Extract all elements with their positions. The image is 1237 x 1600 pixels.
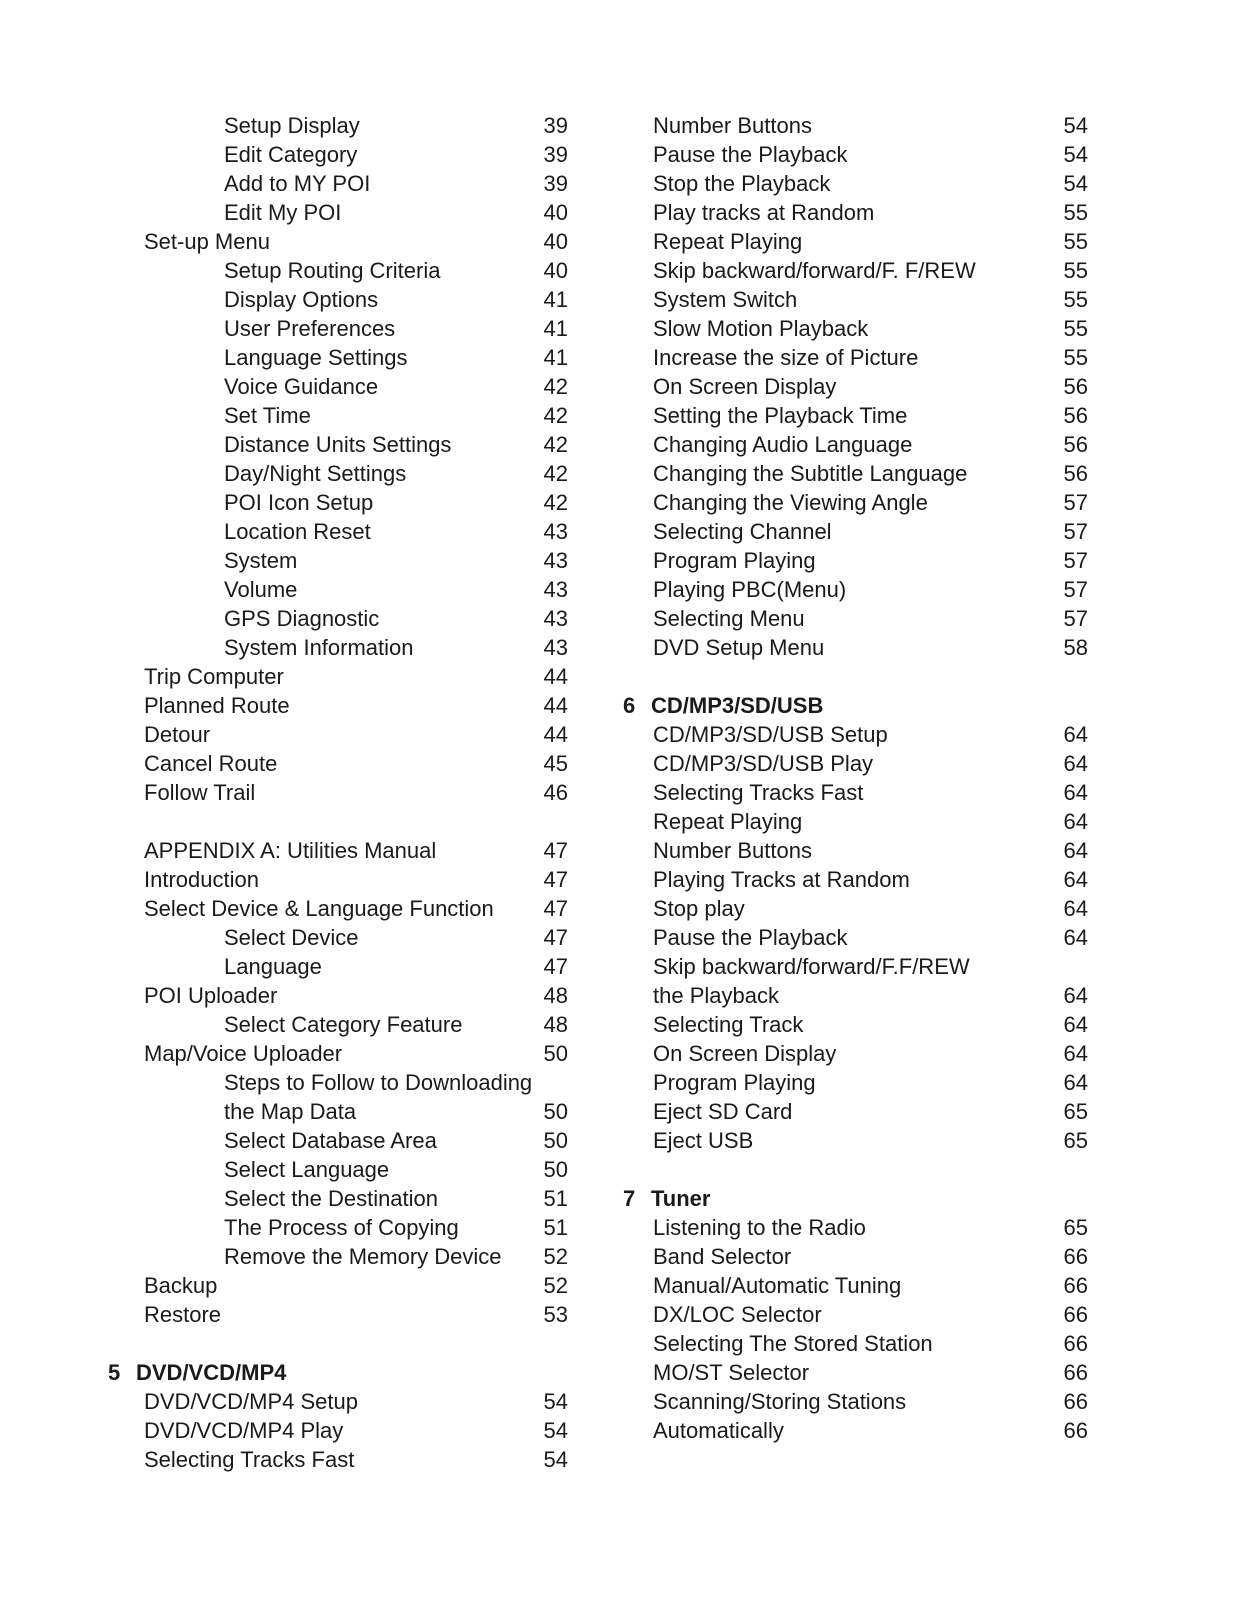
toc-page-number: 65 (1063, 1215, 1088, 1240)
toc-entry[interactable] (623, 1300, 1098, 1329)
toc-entry[interactable] (108, 1387, 578, 1416)
toc-page-number: 39 (543, 142, 568, 167)
toc-entry[interactable] (108, 749, 578, 778)
toc-entry[interactable] (623, 1039, 1098, 1068)
toc-entry-title: Program Playing (653, 548, 816, 573)
toc-entry-title: Changing Audio Language (653, 432, 913, 457)
toc-entry-title: Skip backward/forward/F.F/REW (653, 954, 970, 979)
toc-page-number: 40 (543, 229, 568, 254)
toc-page-number: 47 (543, 954, 568, 979)
toc-page-number: 54 (543, 1389, 568, 1414)
toc-page-number: 42 (543, 490, 568, 515)
toc-page-number: 57 (1063, 606, 1088, 631)
toc-entry[interactable] (108, 865, 578, 894)
toc-entry[interactable] (623, 720, 1098, 749)
toc-entry-title: Selecting Menu (653, 606, 805, 631)
toc-entry-title: Day/Night Settings (224, 461, 407, 486)
toc-entry[interactable] (108, 952, 578, 981)
toc-entry[interactable] (108, 459, 578, 488)
toc-entry-title: Follow Trail (144, 780, 256, 805)
toc-page-number: 52 (543, 1273, 568, 1298)
toc-entry-title: Language (224, 954, 322, 979)
toc-entry-title: Set Time (224, 403, 311, 428)
toc-entry-title: POI Uploader (144, 983, 278, 1008)
section-spacer (623, 1155, 1098, 1184)
toc-entry[interactable] (108, 285, 578, 314)
toc-section-heading (108, 1358, 578, 1387)
toc-entry[interactable] (623, 952, 1098, 981)
toc-entry[interactable] (623, 314, 1098, 343)
toc-entry-title: Scanning/Storing Stations (653, 1389, 907, 1414)
toc-page-number: 54 (1063, 171, 1088, 196)
toc-entry[interactable] (108, 1010, 578, 1039)
toc-page-number: 54 (543, 1447, 568, 1472)
toc-page-number: 48 (543, 1012, 568, 1037)
toc-entry-title: Setup Display (224, 113, 360, 138)
toc-page-number: 41 (543, 287, 568, 312)
toc-entry[interactable] (623, 778, 1098, 807)
toc-entry-title: Repeat Playing (653, 809, 803, 834)
toc-page-number: 56 (1063, 461, 1088, 486)
toc-entry-title: Selecting Tracks Fast (653, 780, 864, 805)
toc-page-number: 66 (1063, 1418, 1088, 1443)
toc-entry-title: Distance Units Settings (224, 432, 452, 457)
section-spacer (623, 662, 1098, 691)
toc-entry[interactable] (623, 517, 1098, 546)
toc-entry-title: the Map Data (224, 1099, 357, 1124)
toc-entry[interactable] (623, 1010, 1098, 1039)
toc-page-number: 39 (543, 113, 568, 138)
toc-entry-title: Number Buttons (653, 113, 812, 138)
toc-page-number: 56 (1063, 403, 1088, 428)
toc-entry[interactable] (623, 807, 1098, 836)
section-title: Tuner (651, 1186, 711, 1211)
toc-page-number: 50 (543, 1157, 568, 1182)
toc-entry[interactable] (108, 314, 578, 343)
toc-entry[interactable] (108, 430, 578, 459)
toc-entry-title: Setup Routing Criteria (224, 258, 441, 283)
toc-entry-title: Restore (144, 1302, 222, 1327)
toc-entry[interactable] (108, 343, 578, 372)
toc-entry[interactable] (623, 1213, 1098, 1242)
toc-entry-title: Play tracks at Random (653, 200, 875, 225)
toc-entry-title: Selecting Channel (653, 519, 832, 544)
toc-entry[interactable] (623, 401, 1098, 430)
toc-entry-title: Map/Voice Uploader (144, 1041, 343, 1066)
toc-page-number: 64 (1063, 838, 1088, 863)
toc-entry-title: Select Device & Language Function (144, 896, 494, 921)
section-number: 7 (623, 1186, 636, 1211)
toc-page-number: 54 (1063, 142, 1088, 167)
toc-page-number: 42 (543, 461, 568, 486)
toc-entry-title: Remove the Memory Device (224, 1244, 502, 1269)
toc-page-number: 55 (1063, 258, 1088, 283)
toc-page-number: 43 (543, 635, 568, 660)
toc-entry-title: Select Category Feature (224, 1012, 463, 1037)
toc-entry-title: Trip Computer (144, 664, 284, 689)
toc-entry[interactable] (623, 372, 1098, 401)
toc-page-number: 47 (543, 838, 568, 863)
toc-entry[interactable] (623, 981, 1098, 1010)
toc-page-number: 66 (1063, 1273, 1088, 1298)
toc-page-number: 64 (1063, 925, 1088, 950)
toc-section-heading (623, 691, 1098, 720)
toc-page-number: 48 (543, 983, 568, 1008)
toc-entry-title: Slow Motion Playback (653, 316, 869, 341)
toc-entry-title: Automatically (653, 1418, 784, 1443)
toc-page-number: 56 (1063, 432, 1088, 457)
toc-entry[interactable] (623, 198, 1098, 227)
toc-entry-title: Display Options (224, 287, 379, 312)
toc-entry-title: Select Language (224, 1157, 390, 1182)
toc-entry[interactable] (623, 836, 1098, 865)
toc-entry[interactable] (623, 894, 1098, 923)
toc-entry[interactable] (108, 401, 578, 430)
toc-page-number: 64 (1063, 1041, 1088, 1066)
toc-entry[interactable] (108, 140, 578, 169)
toc-entry[interactable] (623, 343, 1098, 372)
toc-entry[interactable] (623, 111, 1098, 140)
toc-entry[interactable] (623, 430, 1098, 459)
section-title: DVD/VCD/MP4 (136, 1360, 287, 1385)
toc-page-number: 50 (543, 1041, 568, 1066)
toc-entry-title: MO/ST Selector (653, 1360, 810, 1385)
toc-entry[interactable] (108, 604, 578, 633)
toc-page-number: 39 (543, 171, 568, 196)
toc-page-number: 58 (1063, 635, 1088, 660)
toc-entry[interactable] (623, 1068, 1098, 1097)
toc-page-number: 57 (1063, 548, 1088, 573)
toc-page-number: 64 (1063, 751, 1088, 776)
toc-entry[interactable] (623, 923, 1098, 952)
toc-entry-title: On Screen Display (653, 374, 837, 399)
toc-page-number: 40 (543, 200, 568, 225)
toc-entry[interactable] (623, 1126, 1098, 1155)
toc-page-number: 44 (543, 693, 568, 718)
toc-page-number: 54 (1063, 113, 1088, 138)
toc-page-number: 43 (543, 548, 568, 573)
toc-entry[interactable] (108, 1300, 578, 1329)
toc-page-number: 42 (543, 432, 568, 457)
toc-entry-title: CD/MP3/SD/USB Play (653, 751, 874, 776)
toc-entry-title: Eject USB (653, 1128, 754, 1153)
toc-page-number: 41 (543, 316, 568, 341)
toc-page-number: 52 (543, 1244, 568, 1269)
toc-page-number: 56 (1063, 374, 1088, 399)
toc-entry[interactable] (623, 285, 1098, 314)
toc-entry-title: Add to MY POI (224, 171, 371, 196)
toc-page-number: 43 (543, 606, 568, 631)
toc-entry[interactable] (108, 1068, 578, 1097)
toc-entry[interactable] (108, 981, 578, 1010)
toc-entry-title: Pause the Playback (653, 142, 848, 167)
toc-page-number: 51 (543, 1186, 568, 1211)
section-spacer (108, 807, 578, 836)
toc-page-number: 64 (1063, 896, 1088, 921)
toc-entry[interactable] (623, 1387, 1098, 1416)
toc-entry[interactable] (623, 749, 1098, 778)
toc-entry-title: Setting the Playback Time (653, 403, 908, 428)
toc-entry[interactable] (108, 633, 578, 662)
toc-page-number: 47 (543, 925, 568, 950)
toc-entry[interactable] (108, 923, 578, 952)
toc-entry-title: the Playback (653, 983, 779, 1008)
toc-entry[interactable] (108, 1184, 578, 1213)
toc-entry-title: Select the Destination (224, 1186, 439, 1211)
toc-page-number: 64 (1063, 722, 1088, 747)
toc-entry[interactable] (623, 1242, 1098, 1271)
toc-entry-title: Playing PBC(Menu) (653, 577, 847, 602)
toc-page-number: 66 (1063, 1389, 1088, 1414)
section-spacer (108, 1329, 578, 1358)
toc-entry-title: Selecting The Stored Station (653, 1331, 933, 1356)
toc-entry[interactable] (108, 720, 578, 749)
toc-right-column (623, 111, 1098, 1445)
toc-entry[interactable] (623, 546, 1098, 575)
toc-entry[interactable] (108, 517, 578, 546)
toc-page-number: 54 (543, 1418, 568, 1443)
toc-entry-title: Eject SD Card (653, 1099, 793, 1124)
toc-entry[interactable] (108, 662, 578, 691)
toc-entry[interactable] (623, 169, 1098, 198)
toc-entry[interactable] (108, 227, 578, 256)
toc-page-number: 42 (543, 403, 568, 428)
toc-page-number: 44 (543, 664, 568, 689)
toc-entry[interactable] (623, 140, 1098, 169)
toc-entry[interactable] (108, 1242, 578, 1271)
toc-page-number: 40 (543, 258, 568, 283)
toc-page-number: 55 (1063, 345, 1088, 370)
toc-entry-title: System Information (224, 635, 414, 660)
toc-section-heading (623, 1184, 1098, 1213)
toc-entry[interactable] (623, 865, 1098, 894)
toc-page-number: 44 (543, 722, 568, 747)
toc-page-number: 57 (1063, 577, 1088, 602)
toc-page-number: 47 (543, 896, 568, 921)
toc-entry-title: User Preferences (224, 316, 396, 341)
toc-entry-title: Skip backward/forward/F. F/REW (653, 258, 976, 283)
toc-entry[interactable] (108, 1213, 578, 1242)
toc-entry-title: Voice Guidance (224, 374, 379, 399)
toc-entry-title: Changing the Viewing Angle (653, 490, 928, 515)
toc-entry-title: Backup (144, 1273, 218, 1298)
toc-page-number: 64 (1063, 867, 1088, 892)
toc-entry[interactable] (108, 1445, 578, 1474)
toc-entry[interactable] (108, 488, 578, 517)
toc-page-number: 66 (1063, 1360, 1088, 1385)
toc-entry-title: Edit My POI (224, 200, 342, 225)
toc-entry-title: Manual/Automatic Tuning (653, 1273, 902, 1298)
toc-entry[interactable] (108, 256, 578, 285)
section-number: 6 (623, 693, 636, 718)
toc-entry-title: POI Icon Setup (224, 490, 374, 515)
toc-entry[interactable] (623, 227, 1098, 256)
toc-page-number: 64 (1063, 809, 1088, 834)
toc-entry-title: DVD/VCD/MP4 Play (144, 1418, 344, 1443)
toc-entry-title: CD/MP3/SD/USB Setup (653, 722, 888, 747)
toc-page-number: 64 (1063, 983, 1088, 1008)
toc-entry-title: DVD/VCD/MP4 Setup (144, 1389, 358, 1414)
toc-entry[interactable] (623, 1097, 1098, 1126)
toc-entry-title: Number Buttons (653, 838, 812, 863)
toc-entry[interactable] (108, 1039, 578, 1068)
toc-page-number: 55 (1063, 316, 1088, 341)
toc-entry[interactable] (623, 1329, 1098, 1358)
toc-entry[interactable] (108, 111, 578, 140)
toc-entry-title: On Screen Display (653, 1041, 837, 1066)
toc-page-number: 41 (543, 345, 568, 370)
toc-entry-title: Detour (144, 722, 211, 747)
toc-entry-title: DVD Setup Menu (653, 635, 825, 660)
toc-page-number: 64 (1063, 1070, 1088, 1095)
toc-page-number: 57 (1063, 490, 1088, 515)
toc-page-number: 55 (1063, 200, 1088, 225)
toc-page-number: 65 (1063, 1128, 1088, 1153)
toc-entry-title: Band Selector (653, 1244, 792, 1269)
toc-entry[interactable] (623, 488, 1098, 517)
toc-page-number: 55 (1063, 287, 1088, 312)
toc-entry-title: Stop play (653, 896, 745, 921)
toc-entry-title: Cancel Route (144, 751, 278, 776)
toc-page-number: 66 (1063, 1331, 1088, 1356)
toc-entry[interactable] (623, 1358, 1098, 1387)
toc-page-number: 64 (1063, 1012, 1088, 1037)
toc-entry-title: APPENDIX A: Utilities Manual (144, 838, 437, 863)
toc-entry-title: Volume (224, 577, 298, 602)
toc-entry[interactable] (108, 169, 578, 198)
toc-entry[interactable] (108, 894, 578, 923)
toc-page-number: 65 (1063, 1099, 1088, 1124)
toc-page-number: 66 (1063, 1302, 1088, 1327)
toc-entry-title: Planned Route (144, 693, 290, 718)
toc-page-number: 66 (1063, 1244, 1088, 1269)
toc-entry[interactable] (623, 633, 1098, 662)
toc-entry[interactable] (623, 604, 1098, 633)
toc-entry-title: Playing Tracks at Random (653, 867, 910, 892)
toc-page-number: 64 (1063, 780, 1088, 805)
toc-page-number: 43 (543, 577, 568, 602)
toc-entry[interactable] (108, 575, 578, 604)
toc-entry-title: Listening to the Radio (653, 1215, 866, 1240)
toc-page-number: 43 (543, 519, 568, 544)
toc-entry[interactable] (108, 546, 578, 575)
toc-page-number: 57 (1063, 519, 1088, 544)
toc-entry-title: Changing the Subtitle Language (653, 461, 968, 486)
toc-entry-title: Program Playing (653, 1070, 816, 1095)
toc-entry-title: Stop the Playback (653, 171, 831, 196)
toc-entry-title: Location Reset (224, 519, 371, 544)
toc-entry-title: Repeat Playing (653, 229, 803, 254)
toc-entry-title: The Process of Copying (224, 1215, 459, 1240)
toc-entry-title: DX/LOC Selector (653, 1302, 822, 1327)
toc-page-number: 46 (543, 780, 568, 805)
toc-entry[interactable] (623, 256, 1098, 285)
toc-entry[interactable] (623, 459, 1098, 488)
toc-entry-title: Pause the Playback (653, 925, 848, 950)
toc-entry-title: Language Settings (224, 345, 408, 370)
toc-left-column (108, 111, 578, 1474)
toc-entry[interactable] (108, 1271, 578, 1300)
toc-entry-title: Introduction (144, 867, 259, 892)
toc-entry-title: Edit Category (224, 142, 358, 167)
toc-page-number: 42 (543, 374, 568, 399)
toc-entry-title: Steps to Follow to Downloading (224, 1070, 533, 1095)
toc-entry[interactable] (108, 198, 578, 227)
toc-entry[interactable] (108, 1097, 578, 1126)
toc-page-number: 47 (543, 867, 568, 892)
toc-entry-title: System Switch (653, 287, 798, 312)
toc-entry-title: Select Device (224, 925, 359, 950)
toc-entry[interactable] (623, 1416, 1098, 1445)
toc-entry[interactable] (623, 575, 1098, 604)
toc-entry[interactable] (108, 1126, 578, 1155)
toc-entry-title: GPS Diagnostic (224, 606, 380, 631)
toc-page-number: 50 (543, 1099, 568, 1124)
toc-entry-title: Select Database Area (224, 1128, 437, 1153)
toc-page-number: 51 (543, 1215, 568, 1240)
toc-entry-title: System (224, 548, 298, 573)
toc-page-number: 55 (1063, 229, 1088, 254)
section-number: 5 (108, 1360, 121, 1385)
toc-entry[interactable] (108, 691, 578, 720)
section-title: CD/MP3/SD/USB (651, 693, 824, 718)
toc-entry[interactable] (108, 836, 578, 865)
toc-entry[interactable] (108, 372, 578, 401)
toc-entry-title: Selecting Track (653, 1012, 804, 1037)
toc-entry[interactable] (108, 1416, 578, 1445)
toc-entry[interactable] (623, 1271, 1098, 1300)
toc-entry-title: Increase the size of Picture (653, 345, 919, 370)
toc-entry-title: Selecting Tracks Fast (144, 1447, 355, 1472)
toc-entry-title: Set-up Menu (144, 229, 270, 254)
toc-page-number: 50 (543, 1128, 568, 1153)
toc-page-number: 53 (543, 1302, 568, 1327)
toc-entry[interactable] (108, 1155, 578, 1184)
toc-entry[interactable] (108, 778, 578, 807)
toc-page-number: 45 (543, 751, 568, 776)
